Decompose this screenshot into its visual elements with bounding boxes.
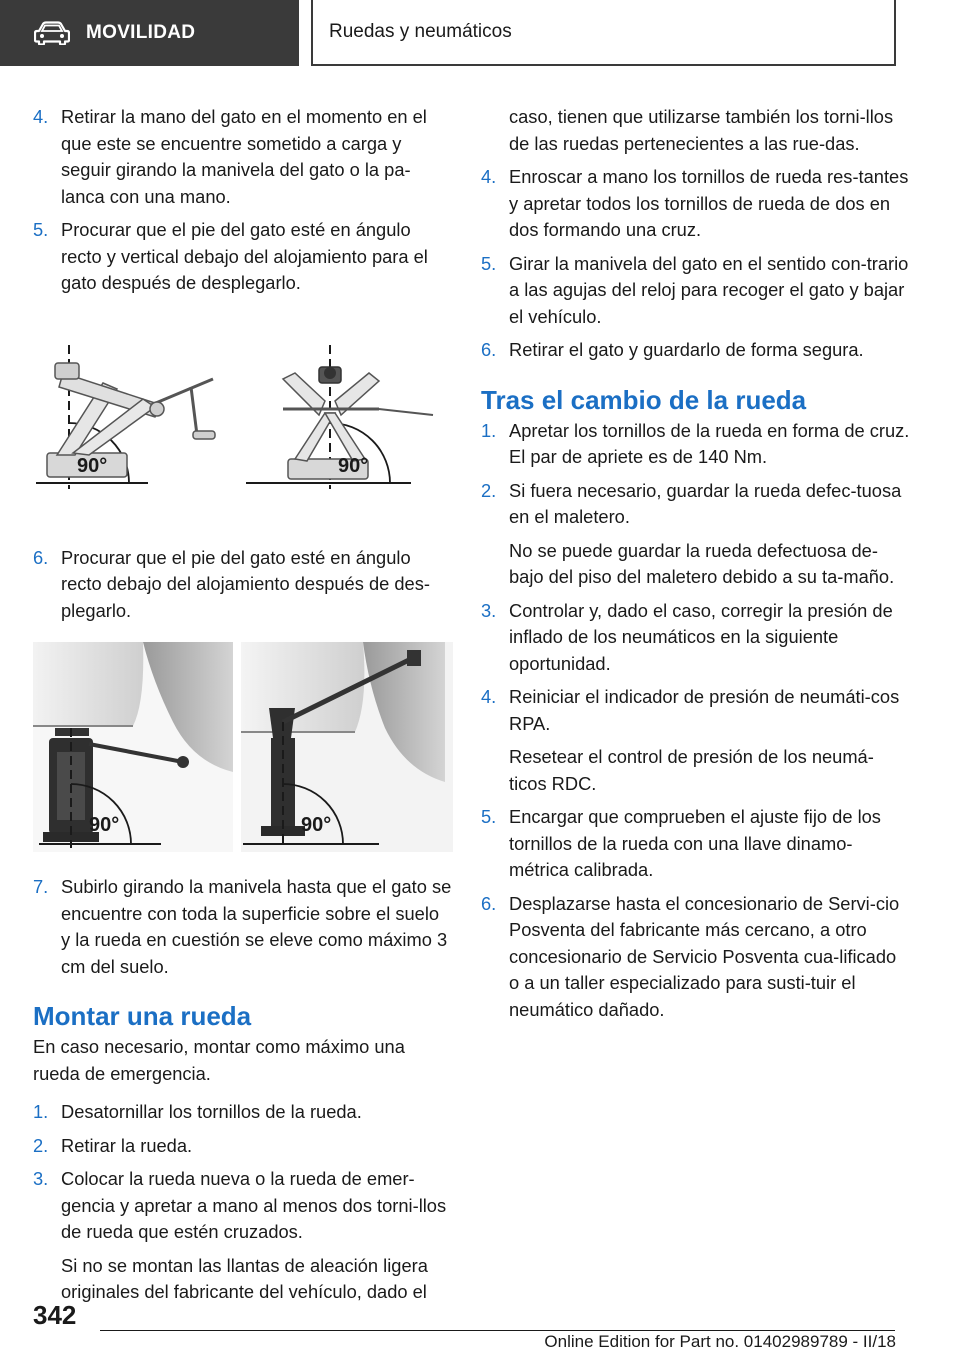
edition-note: Online Edition for Part no. 01402989789 - II/18	[544, 1332, 896, 1351]
note-paragraph: No se puede guardar la rueda defectuosa de-bajo del piso del maletero debido a su ta-maño.	[509, 539, 895, 587]
angle-label: 90°	[89, 814, 120, 836]
list-item: 4. Reiniciar el indicador de presión de neumáti-cos RPA.	[481, 686, 900, 734]
list-item: 3. Colocar la rueda nueva o la rueda de emer-gencia y apretar a mano al menos dos torni-llos de rueda que estén cruzados.	[33, 1168, 447, 1242]
list-item: 1. Desatornillar los tornillos de la rueda.	[33, 1101, 362, 1122]
list-item: 2. Si fuera necesario, guardar la rueda defec-tuosa en el maletero.	[481, 479, 902, 527]
list-item: 2. Retirar la rueda.	[33, 1134, 193, 1156]
angle-label: 90°	[338, 454, 369, 477]
list-item: 5. Procurar que el pie del gato esté en ángulo recto y vertical debajo del alojamiento para el gato después de desplegarlo.	[33, 219, 428, 293]
note-paragraph: Si no se montan las llantas de aleación ligera originales del fabricante del vehículo, dado el	[61, 1254, 428, 1302]
section-heading: Tras el cambio de la rueda	[481, 384, 807, 415]
list-item: 4. Enroscar a mano los tornillos de rueda res-tantes y apretar todos los tornillos de rueda de dos en dos formando una cruz.	[481, 166, 909, 240]
section-tab	[0, 0, 299, 66]
list-item: 5. Girar la manivela del gato en el sentido con-trario a las agujas del reloj para recoger el gato y bajar el vehículo.	[481, 252, 909, 327]
angle-label: 90°	[77, 454, 108, 477]
list-item: 7. Subirlo girando la manivela hasta que el gato se encuentre con toda la superficie sobre el suelo y la rueda en cuestión se eleve como máximo 3 cm del suelo.	[33, 876, 452, 977]
chapter-title: Ruedas y neumáticos	[329, 21, 512, 42]
continued-paragraph: caso, tienen que utilizarse también los torni-llos de las ruedas pertenecientes a las rue-das.	[509, 106, 894, 154]
jack-under-vehicle-illustration	[33, 642, 453, 852]
note-paragraph: Resetear el control de presión de los neumá-ticos RDC.	[509, 746, 874, 794]
list-item: 6. Retirar el gato y guardarlo de forma segura.	[481, 339, 864, 360]
angle-label: 90°	[301, 814, 332, 836]
jack-angle-illustration	[33, 343, 453, 521]
section-heading: Montar una rueda	[33, 1001, 252, 1031]
right-column	[481, 104, 911, 1030]
car-icon	[34, 21, 70, 45]
chapter-tab	[311, 0, 896, 66]
footer-divider	[100, 1330, 895, 1331]
scissor-jack-drawing	[33, 343, 453, 521]
list-item: 6. Procurar que el pie del gato esté en ángulo recto debajo del alojamiento después de des-plegarlo.	[33, 546, 430, 621]
list-item: 1. Apretar los tornillos de la rueda en forma de cruz. El par de apriete es de 140 Nm.	[481, 419, 910, 467]
list-item: 6. Desplazarse hasta el concesionario de Servi-cio Posventa del fabricante más cercano, a otro concesionario de Servicio Posventa cua-lificado o a un taller especializado para susti-tuir el neumático dañado.	[481, 892, 900, 1020]
intro-paragraph: En caso necesario, montar como máximo una rueda de emergencia.	[33, 1036, 405, 1084]
list-item: 4. Retirar la mano del gato en el momento en el que este se encuentre sometido a carga y seguir girando la manivela del gato o la pa-lanca con una mano.	[33, 106, 427, 207]
list-item: 3. Controlar y, dado el caso, corregir la presión de inflado de los neumáticos en la siguiente oportunidad.	[481, 599, 893, 674]
section-title: MOVILIDAD	[86, 22, 196, 43]
page-number: 342	[33, 1300, 77, 1330]
left-column	[33, 104, 453, 1313]
list-item: 5. Encargar que comprueben el ajuste fijo de los tornillos de la rueda con una llave dinamo-métrica calibrada.	[481, 806, 881, 880]
